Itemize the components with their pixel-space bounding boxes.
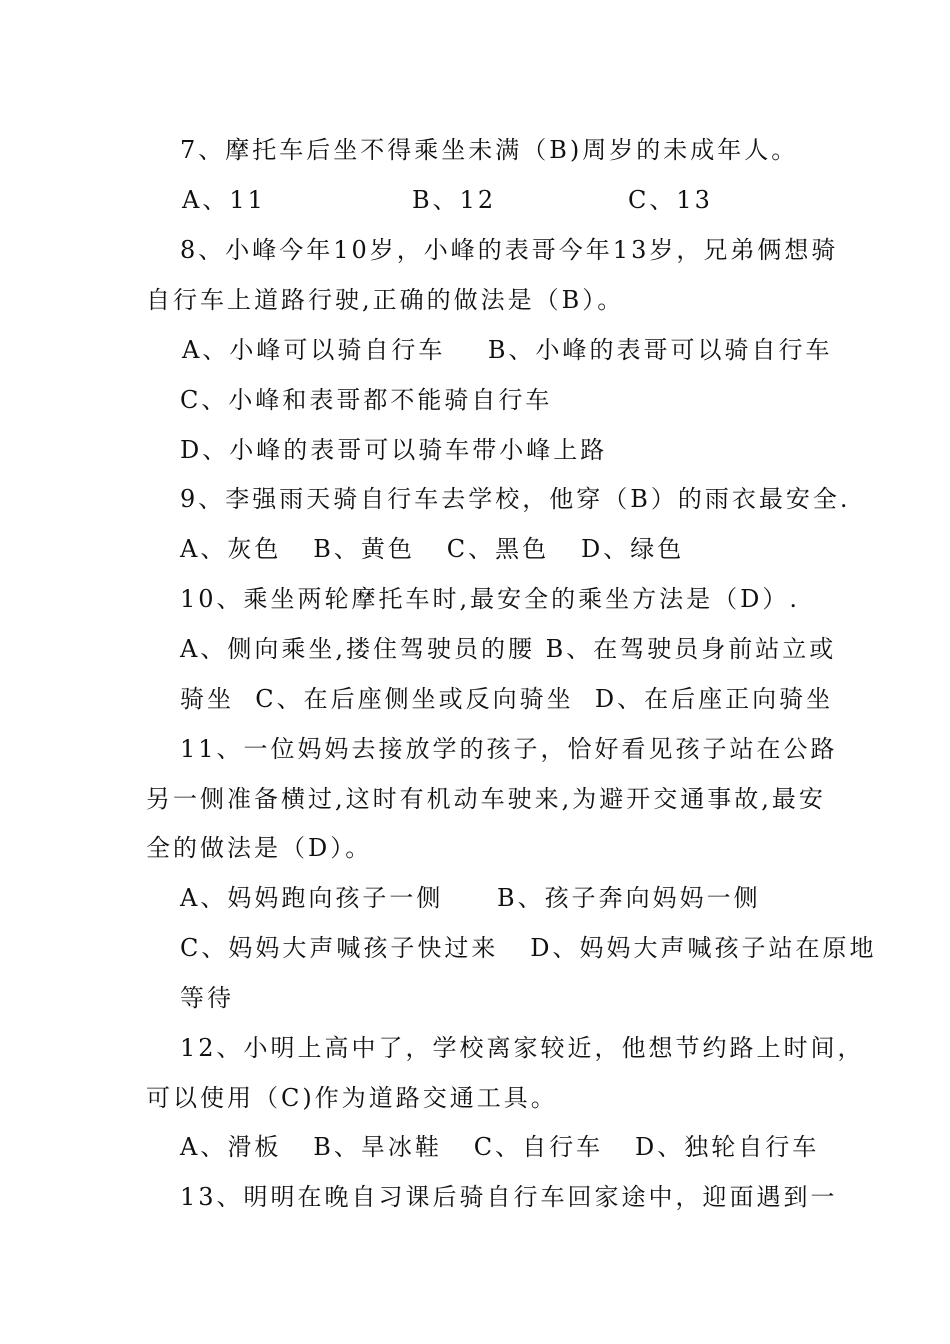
q10-options-line-2: 骑坐 C、在后座侧坐或反向骑坐 D、在后座正向骑坐 [180, 685, 834, 713]
q7-option-c: C、13 [628, 186, 713, 214]
q11-stem-line-3: 全的做法是（D）。 [146, 834, 373, 862]
q8-option-c: C、小峰和表哥都不能骑自行车 [180, 386, 553, 414]
q10-stem: 10、乘坐两轮摩托车时,最安全的乘坐方法是（D）. [180, 585, 801, 613]
q12-stem-line-1: 12、小明上高中了，学校离家较近，他想节约路上时间， [180, 1034, 865, 1062]
q7-option-a: A、11 [182, 186, 266, 214]
q11-stem-line-1: 11、一位妈妈去接放学的孩子，恰好看见孩子站在公路 [180, 735, 838, 763]
q8-options-ab: A、小峰可以骑自行车 B、小峰的表哥可以骑自行车 [182, 336, 833, 364]
q8-stem-line-1: 8、小峰今年10岁，小峰的表哥今年13岁，兄弟俩想骑 [180, 236, 839, 264]
q12-options: A、滑板 B、旱冰鞋 C、自行车 D、独轮自行车 [180, 1133, 820, 1161]
q7-option-b: B、12 [412, 186, 497, 214]
q10-options-line-1: A、侧向乘坐,搂住驾驶员的腰 B、在驾驶员身前站立或 [180, 635, 837, 663]
q13-stem-line-1: 13、明明在晚自习课后骑自行车回家途中，迎面遇到一 [180, 1183, 838, 1211]
q8-option-d: D、小峰的表哥可以骑车带小峰上路 [180, 436, 608, 464]
q12-stem-line-2: 可以使用（C)作为道路交通工具。 [146, 1084, 558, 1112]
q11-options-cd-cont: 等待 [180, 984, 234, 1012]
q9-options: A、灰色 B、黄色 C、黑色 D、绿色 [180, 535, 685, 563]
q11-option-a: A、妈妈跑向孩子一侧 [180, 884, 444, 912]
q9-stem: 9、李强雨天骑自行车去学校，他穿（B）的雨衣最安全. [180, 485, 851, 513]
q7-stem: 7、摩托车后坐不得乘坐未满（B)周岁的未成年人。 [180, 136, 799, 164]
q11-option-b: B、孩子奔向妈妈一侧 [497, 884, 761, 912]
q11-stem-line-2: 另一侧准备横过,这时有机动车驶来,为避开交通事故,最安 [146, 785, 826, 813]
q11-options-cd: C、妈妈大声喊孩子快过来 D、妈妈大声喊孩子站在原地 [180, 934, 877, 962]
q8-stem-line-2: 自行车上道路行驶,正确的做法是（B）。 [146, 286, 625, 314]
